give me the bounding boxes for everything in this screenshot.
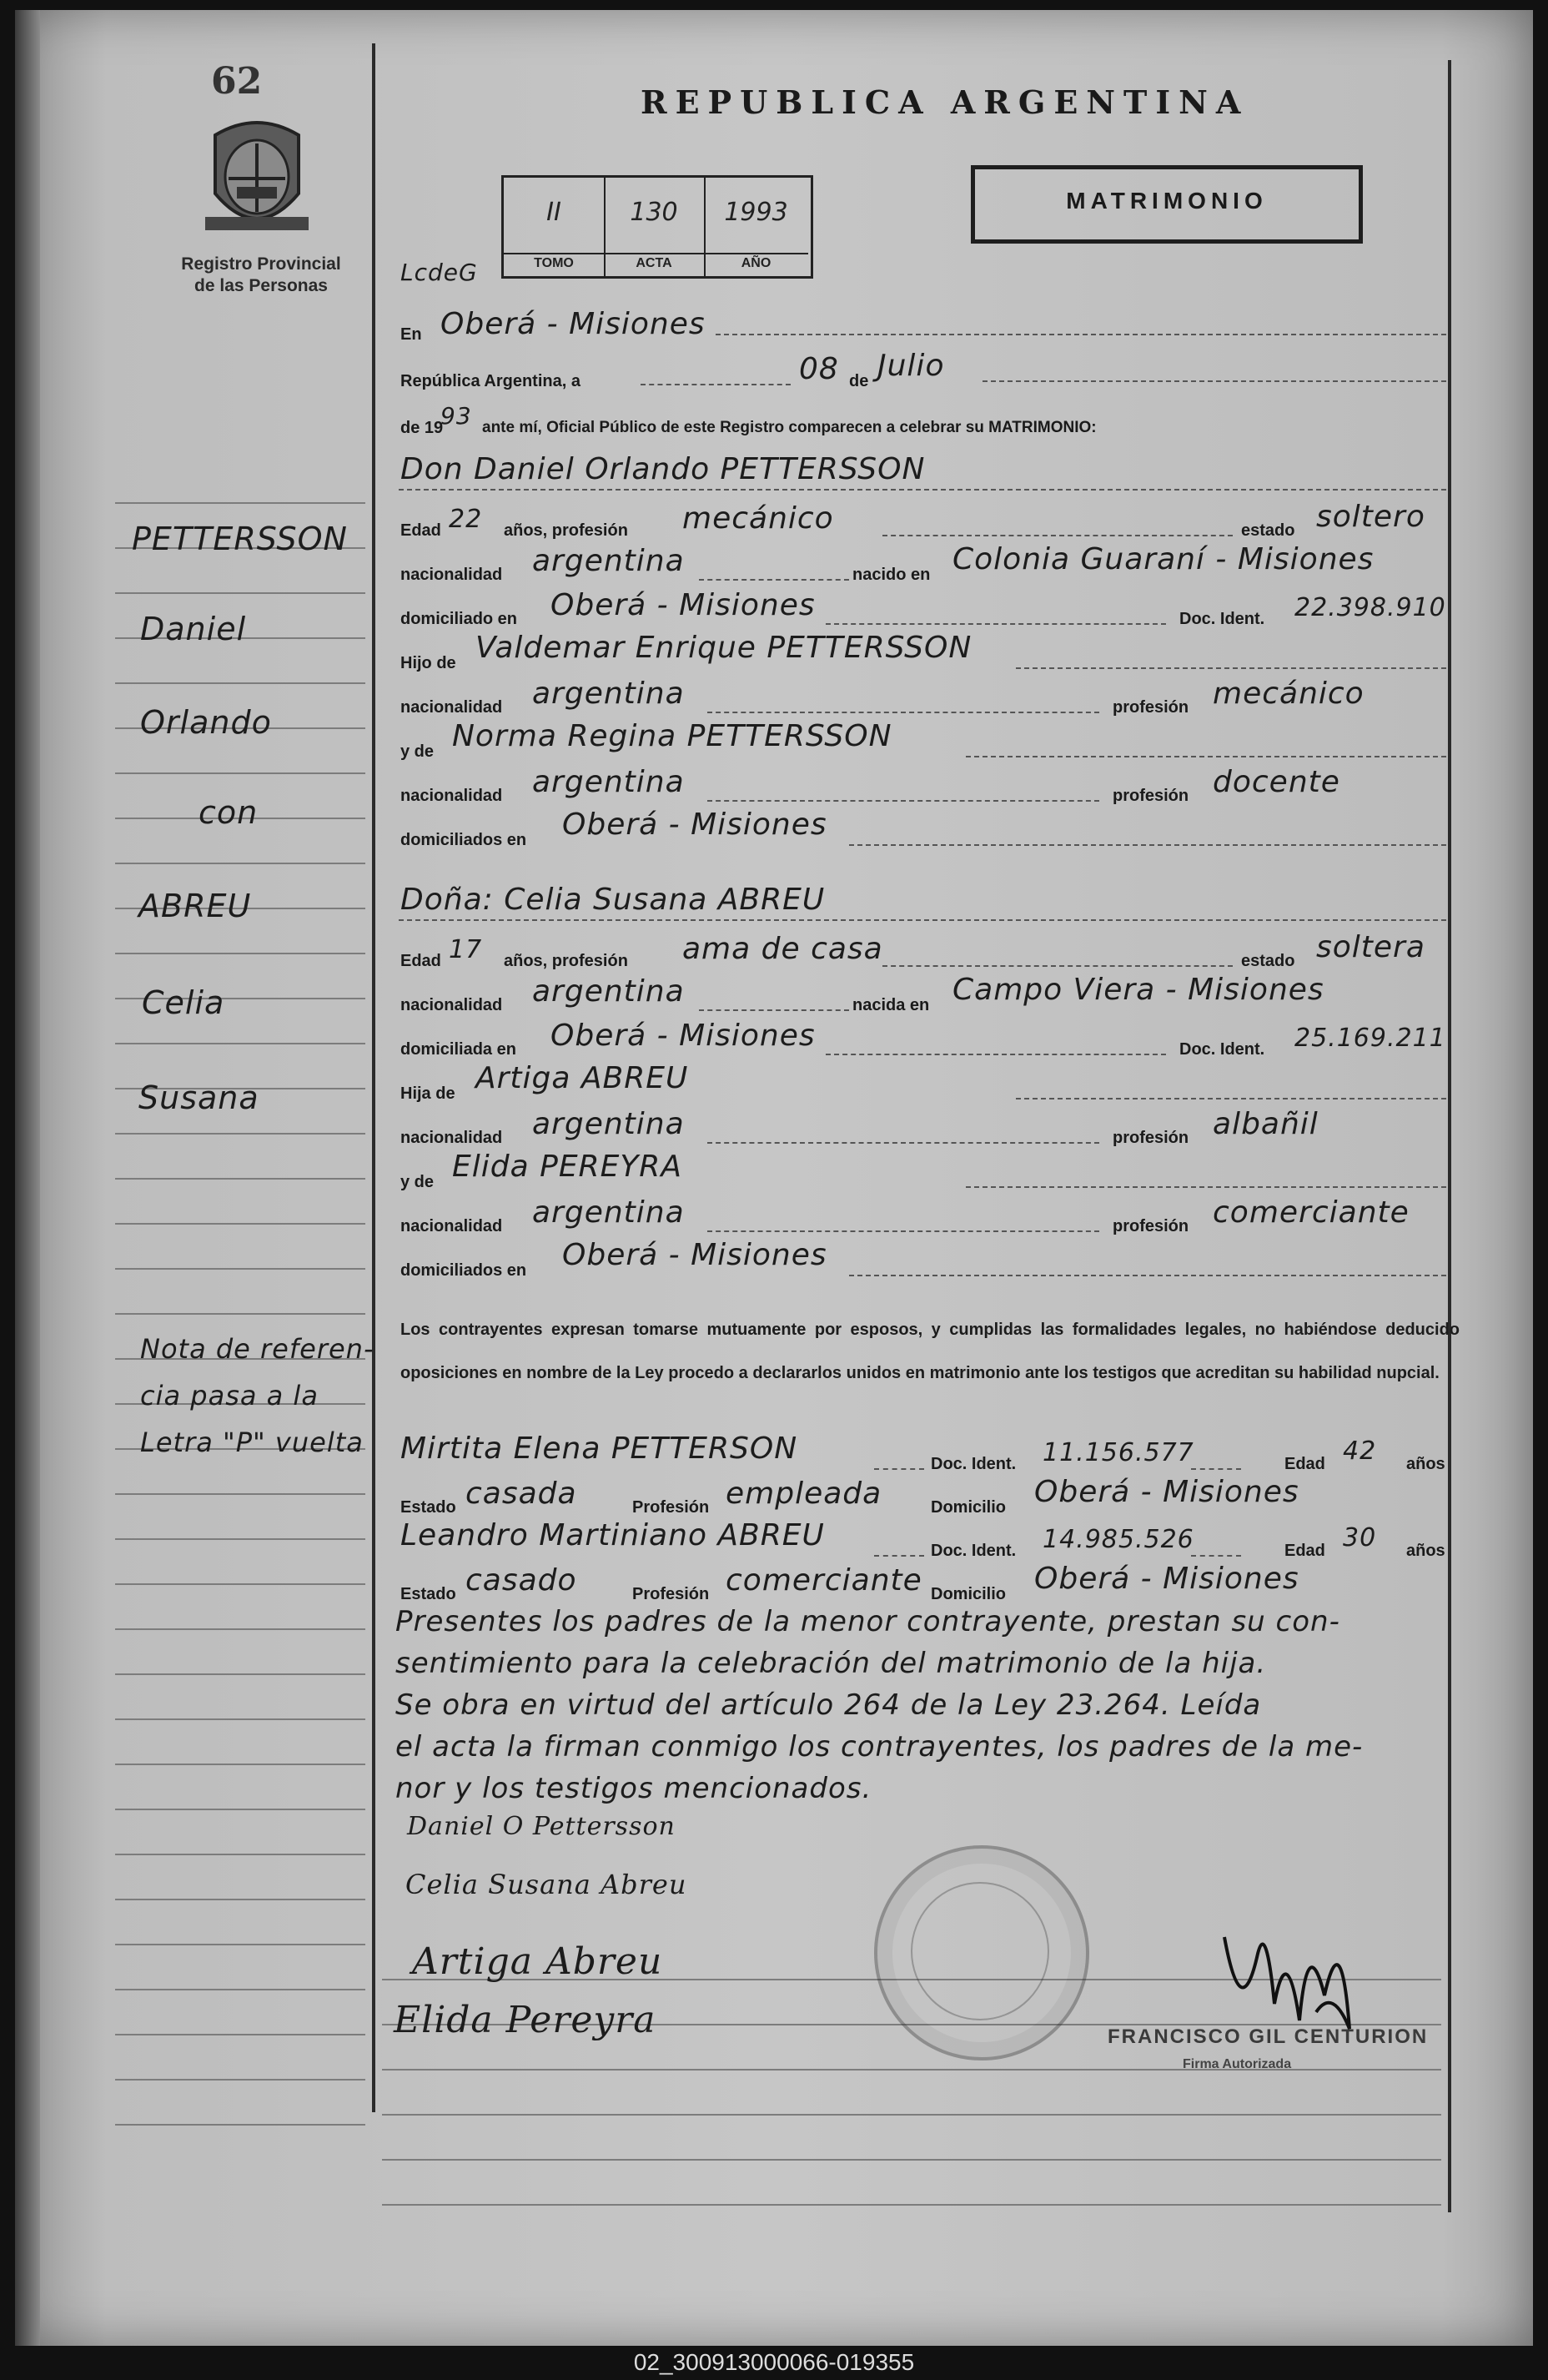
margin-divider <box>372 43 375 2112</box>
groom-parents-dom-label: domiciliados en <box>400 831 527 849</box>
witness2-anios-label: años <box>1406 1542 1445 1560</box>
rule-line <box>115 1043 365 1044</box>
witness2-estado: casado <box>465 1563 577 1598</box>
rule-line <box>115 2079 365 2081</box>
groom-yde-label: y de <box>400 742 435 761</box>
rule-line <box>382 2204 1441 2206</box>
fill-line <box>849 844 1446 846</box>
witness1-doc-label: Doc. Ident. <box>931 1455 1017 1473</box>
fill-line <box>707 800 1099 802</box>
fill-line <box>716 334 1446 335</box>
bride-birthplace: Campo Viera - Misiones <box>952 973 1324 1007</box>
registry-name-line2: de las Personas <box>194 276 328 295</box>
rule-line <box>115 1133 365 1135</box>
fill-line <box>399 919 1446 921</box>
groom-name: Don Daniel Orlando PETTERSSON <box>400 452 926 486</box>
bride-profession: ama de casa <box>682 932 883 966</box>
bride-father-nat-label: nacionalidad <box>400 1129 503 1147</box>
witness1-doc: 11.156.577 <box>1043 1438 1194 1467</box>
fill-line <box>707 1142 1099 1144</box>
groom-dom-label: domiciliado en <box>400 610 518 628</box>
bride-domicile: Oberá - Misiones <box>550 1019 816 1053</box>
groom-profession: mecánico <box>682 501 834 536</box>
rule-line <box>115 1809 365 1810</box>
rule-line <box>115 1989 365 1990</box>
rule-line <box>115 1718 365 1720</box>
bride-name: Doña: Celia Susana ABREU <box>400 883 826 917</box>
bride-mother-prof-label: profesión <box>1113 1217 1189 1235</box>
book-spine <box>15 10 40 2346</box>
margin-note-line: cia pasa a la <box>140 1380 319 1411</box>
bride-dom-label: domiciliada en <box>400 1040 516 1059</box>
witness2-dom-label: Domicilio <box>931 1585 1007 1603</box>
fill-line <box>699 579 849 581</box>
ldeg-note: LcdeG <box>400 259 478 286</box>
tomo-cell <box>504 178 606 276</box>
groom-nacido-label: nacido en <box>852 566 931 584</box>
rule-line <box>115 592 365 594</box>
bride-estado: soltera <box>1316 930 1425 964</box>
margin-bride-word: Susana <box>138 1079 259 1116</box>
rule-line <box>115 1268 365 1270</box>
groom-nationality: argentina <box>532 544 685 578</box>
fill-line <box>874 1555 924 1557</box>
witness2-estado-label: Estado <box>400 1585 456 1603</box>
groom-estado-label: estado <box>1241 521 1295 540</box>
groom-mother-nat-label: nacionalidad <box>400 787 503 805</box>
groom-birthplace: Colonia Guaraní - Misiones <box>952 542 1375 576</box>
groom-father: Valdemar Enrique PETTERSSON <box>475 631 973 665</box>
witness1-estado-label: Estado <box>400 1498 456 1517</box>
year-suffix: 93 <box>440 402 472 430</box>
witness2-edad-label: Edad <box>1284 1542 1325 1560</box>
fill-line <box>699 1009 849 1011</box>
margin-bride-word: Celia <box>142 984 225 1021</box>
registry-page <box>15 10 1533 2346</box>
fill-line <box>882 535 1233 536</box>
fill-line <box>966 1186 1446 1188</box>
rule-line <box>115 1223 365 1225</box>
groom-mother: Norma Regina PETTERSSON <box>452 719 892 753</box>
bride-parents-dom: Oberá - Misiones <box>562 1238 827 1272</box>
witness1-dom-label: Domicilio <box>931 1498 1007 1517</box>
record-type: MATRIMONIO <box>1066 188 1268 214</box>
groom-doc-label: Doc. Ident. <box>1179 610 1265 628</box>
bride-mother-nat: argentina <box>532 1195 685 1230</box>
rule-line <box>115 772 365 774</box>
bride-parents-dom-label: domiciliados en <box>400 1261 527 1280</box>
acta-label: ACTA <box>604 253 704 271</box>
witness2-name: Leandro Martiniano ABREU <box>400 1518 825 1552</box>
fill-line <box>983 380 1446 382</box>
groom-domicile: Oberá - Misiones <box>550 588 816 622</box>
official-stamp <box>874 1845 1089 2060</box>
groom-edad-label: Edad <box>400 521 441 540</box>
witness1-anios-label: años <box>1406 1455 1445 1473</box>
year-prefix: de 19 <box>400 419 444 437</box>
signature: Celia Susana Abreu <box>405 1869 687 1900</box>
fill-line <box>707 712 1099 713</box>
signature: Elida Pereyra <box>394 1999 656 2041</box>
margin-note-line: Letra "P" vuelta <box>140 1426 364 1458</box>
note-line: Presentes los padres de la menor contrayente, prestan su con- <box>395 1605 1340 1638</box>
acta-cell <box>604 178 706 276</box>
appear-text: ante mí, Oficial Público de este Registro comparecen a celebrar su MATRIMONIO: <box>482 419 1097 436</box>
bride-doc: 25.169.211 <box>1294 1024 1446 1053</box>
note-line: nor y los testigos mencionados. <box>395 1772 872 1805</box>
groom-father-prof-label: profesión <box>1113 698 1189 717</box>
witness1-name: Mirtita Elena PETTERSON <box>400 1432 798 1466</box>
rule-line <box>115 1764 365 1765</box>
right-border <box>1448 60 1451 2212</box>
rule-line <box>382 2114 1441 2116</box>
groom-father-nat: argentina <box>532 677 685 711</box>
rule-line <box>115 1899 365 1900</box>
fill-line <box>1016 667 1446 669</box>
margin-groom-word: Orlando <box>140 704 272 741</box>
place-label: En <box>400 325 422 344</box>
rule-line <box>115 502 365 504</box>
margin-note-line: Nota de referen- <box>140 1333 374 1365</box>
groom-hijo-label: Hijo de <box>400 654 456 672</box>
rule-line <box>115 1628 365 1630</box>
bride-mother: Elida PEREYRA <box>452 1150 682 1184</box>
bride-father-nat: argentina <box>532 1107 685 1141</box>
rule-line <box>115 863 365 864</box>
fill-line <box>826 623 1166 625</box>
declaration-text: Los contrayentes expresan tomarse mutuamente por esposos, y cumplidas las formalidades legales, no habiéndose deducido oposiciones en nombre de la Ley procedo a declararlos unidos en matrimonio ante los testigos que acreditan su habilidad nupcial. <box>400 1321 1460 1382</box>
witness1-profession: empleada <box>726 1477 882 1511</box>
bride-age: 17 <box>449 935 483 964</box>
fill-line <box>641 384 791 385</box>
groom-parents-dom: Oberá - Misiones <box>562 808 827 842</box>
official-name: FRANCISCO GIL CENTURION <box>1108 2025 1429 2048</box>
groom-anios-prof-label: años, profesión <box>504 521 628 540</box>
bride-hijo-label: Hija de <box>400 1084 455 1103</box>
fill-line <box>882 965 1233 967</box>
rule-line <box>115 2034 365 2035</box>
groom-mother-prof: docente <box>1213 765 1340 799</box>
witness1-age: 42 <box>1343 1437 1377 1466</box>
margin-groom-word: Daniel <box>140 611 247 647</box>
rule-line <box>115 953 365 954</box>
margin-bride-word: ABREU <box>138 888 252 924</box>
groom-father-nat-label: nacionalidad <box>400 698 503 717</box>
tomo-label: TOMO <box>504 253 604 271</box>
bride-estado-label: estado <box>1241 952 1295 970</box>
rule-line <box>115 1673 365 1675</box>
fill-line <box>1191 1468 1241 1470</box>
fill-line <box>966 756 1446 757</box>
bride-nac-label: nacionalidad <box>400 996 503 1014</box>
anio-value: 1993 <box>724 198 788 227</box>
bride-edad-label: Edad <box>400 952 441 970</box>
rule-line <box>382 2159 1441 2161</box>
registry-name <box>148 254 374 297</box>
bride-doc-label: Doc. Ident. <box>1179 1040 1265 1059</box>
margin-groom-word: PETTERSSON <box>132 521 348 557</box>
fill-line <box>826 1054 1166 1055</box>
witness2-profession: comerciante <box>726 1563 922 1598</box>
groom-mother-nat: argentina <box>532 765 685 799</box>
groom-estado: soltero <box>1316 500 1425 534</box>
republic-label: República Argentina, a <box>400 372 580 390</box>
bride-father-prof: albañil <box>1213 1107 1319 1141</box>
signature: Daniel O Pettersson <box>407 1812 676 1841</box>
witness2-doc: 14.985.526 <box>1043 1525 1194 1554</box>
rule-line <box>115 1538 365 1540</box>
official-signature-icon <box>1208 1904 1375 2045</box>
note-line: sentimiento para la celebración del matrimonio de la hija. <box>395 1647 1267 1680</box>
rule-line <box>115 1854 365 1855</box>
bride-anios-prof-label: años, profesión <box>504 952 628 970</box>
rule-line <box>115 1313 365 1315</box>
tomo-value: II <box>546 198 561 227</box>
provincial-seal-icon <box>199 118 315 244</box>
witness1-prof-label: Profesión <box>632 1498 710 1517</box>
groom-nac-label: nacionalidad <box>400 566 503 584</box>
anio-label: AÑO <box>704 253 808 271</box>
bride-nacido-label: nacida en <box>852 996 930 1014</box>
witness2-doc-label: Doc. Ident. <box>931 1542 1017 1560</box>
margin-groom-word: con <box>199 794 259 831</box>
groom-father-prof: mecánico <box>1213 677 1365 711</box>
country-title: REPUBLICA ARGENTINA <box>641 83 1249 121</box>
bride-nationality: argentina <box>532 974 685 1009</box>
witness1-domicile: Oberá - Misiones <box>1034 1475 1299 1509</box>
rule-line <box>115 682 365 684</box>
note-line: Se obra en virtud del artículo 264 de la Ley 23.264. Leída <box>395 1688 1262 1722</box>
bride-yde-label: y de <box>400 1173 435 1191</box>
fill-line <box>707 1230 1099 1232</box>
bride-mother-nat-label: nacionalidad <box>400 1217 503 1235</box>
fill-line <box>1016 1098 1446 1099</box>
place-value: Oberá - Misiones <box>440 307 706 341</box>
rule-line <box>115 1583 365 1585</box>
fill-line <box>849 1275 1446 1276</box>
document-id: 02_300913000066-019355 <box>633 2349 915 2375</box>
bride-mother-prof: comerciante <box>1213 1195 1410 1230</box>
fill-line <box>1191 1555 1241 1557</box>
note-line: el acta la firman conmigo los contrayentes, los padres de la me- <box>395 1730 1364 1764</box>
groom-doc: 22.398.910 <box>1294 593 1446 622</box>
reference-table <box>501 175 813 279</box>
groom-mother-prof-label: profesión <box>1113 787 1189 805</box>
witness1-edad-label: Edad <box>1284 1455 1325 1473</box>
witness1-estado: casada <box>465 1477 577 1511</box>
bride-father: Artiga ABREU <box>475 1061 689 1095</box>
acta-value: 130 <box>630 198 678 227</box>
month-value: Julio <box>877 349 945 383</box>
rule-line <box>115 1944 365 1945</box>
page-number: 62 <box>211 60 263 103</box>
signature: Artiga Abreu <box>412 1940 663 1983</box>
fill-line <box>399 489 1446 491</box>
witness2-domicile: Oberá - Misiones <box>1034 1562 1299 1596</box>
day-value: 08 <box>799 352 839 386</box>
de-label: de <box>849 372 869 390</box>
rule-line <box>115 2124 365 2126</box>
rule-line <box>115 1493 365 1495</box>
record-type-box <box>971 165 1363 244</box>
official-role: Firma Autorizada <box>1183 2057 1292 2071</box>
fill-line <box>874 1468 924 1470</box>
anio-cell <box>704 178 808 276</box>
witness2-prof-label: Profesión <box>632 1585 710 1603</box>
rule-line <box>115 1178 365 1180</box>
groom-age: 22 <box>449 505 483 534</box>
witness2-age: 30 <box>1343 1523 1377 1552</box>
registry-name-line1: Registro Provincial <box>181 254 341 274</box>
bride-father-prof-label: profesión <box>1113 1129 1189 1147</box>
